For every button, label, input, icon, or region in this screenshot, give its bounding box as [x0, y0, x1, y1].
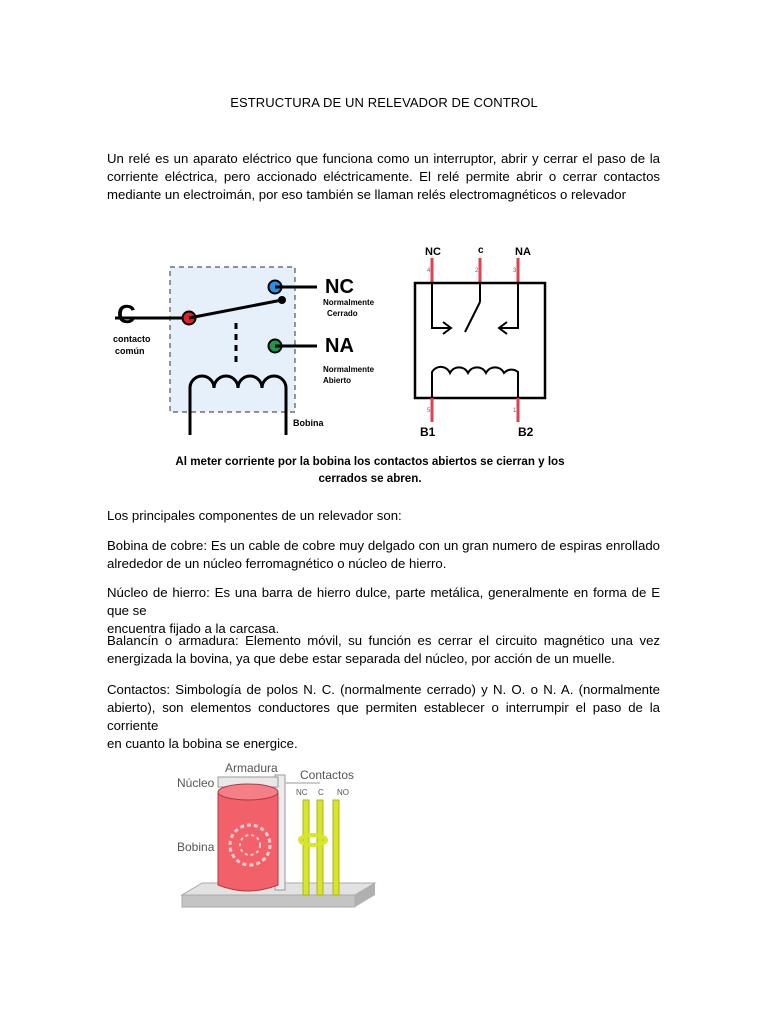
- nc-pin-label: NC: [425, 246, 441, 258]
- contact-c: [317, 800, 323, 895]
- component-line: Bobina de cobre: Es un cable de cobre muy delgado con un gran numero de espiras enrollado: [107, 538, 660, 553]
- base-front: [182, 895, 355, 907]
- contact-no: [333, 800, 339, 895]
- b1-label: B1: [420, 425, 436, 439]
- intro-line: mediante un electroimán, por eso también se llaman relés electromagnéticos o relevador: [107, 187, 626, 202]
- c-label: C: [117, 299, 136, 329]
- no-contact-label: NO: [337, 788, 349, 797]
- component-bobina: [107, 537, 660, 573]
- b2-label: B2: [518, 425, 534, 439]
- caption-line: Al meter corriente por la bobina los contactos abiertos se cierran y los: [175, 455, 565, 468]
- component-line: Núcleo de hierro: Es una barra de hierro dulce, parte metálica, generalmente en forma de E que se: [107, 585, 660, 618]
- coil-top: [218, 784, 278, 800]
- na-label: NA: [325, 335, 354, 357]
- component-line: encuentra fijado a la carcasa.: [107, 621, 280, 636]
- nc-desc-1: Normalmente: [323, 298, 375, 307]
- relay-schematic-diagram: [105, 255, 395, 440]
- bobina-3d-label: Bobina: [177, 840, 215, 854]
- pin-4-number: 4: [427, 268, 431, 274]
- contacto-comun-label-1: contacto: [113, 334, 151, 344]
- component-line: energizada la bovina, ya que debe estar separada del núcleo, por acción de un muelle.: [107, 651, 616, 666]
- contactos-label: Contactos: [300, 768, 355, 782]
- relay-3d-illustration: [170, 755, 390, 915]
- caption-line: cerrados se abren.: [318, 472, 422, 485]
- na-desc-2: Abierto: [323, 376, 351, 385]
- page-title: ESTRUCTURA DE UN RELEVADOR DE CONTROL: [230, 95, 538, 110]
- nc-contact-label: NC: [296, 788, 308, 797]
- component-nucleo: [107, 584, 660, 638]
- component-line: alrededor de un núcleo ferromagnético o núcleo de hierro.: [107, 556, 447, 571]
- pin-3-number: 3: [513, 268, 517, 274]
- component-line: Balancín o armadura: Elemento móvil, su función es cerrar el circuito magnético una vez: [107, 633, 660, 648]
- switch-pivot: [278, 296, 286, 304]
- pin-5-number: 5: [427, 408, 431, 414]
- pin-1-number: 1: [513, 408, 517, 414]
- contact-nc: [303, 800, 309, 895]
- component-contactos: [107, 681, 660, 753]
- intro-line: corriente eléctrica, pero accionado eléctricamente. El relé permite abrir o cerrar contactos: [107, 169, 660, 184]
- armadura-label: Armadura: [225, 761, 278, 775]
- nc-label: NC: [325, 276, 354, 298]
- na-pin-label: NA: [515, 246, 531, 258]
- nucleo-label: Núcleo: [177, 776, 215, 790]
- components-intro: Los principales componentes de un relevador son:: [107, 508, 402, 523]
- component-armadura: [107, 632, 660, 668]
- component-line: en cuanto la bobina se energice.: [107, 736, 298, 751]
- intro-paragraph: [107, 150, 660, 204]
- relay-symbol-diagram: [405, 240, 565, 440]
- nc-desc-2: Cerrado: [327, 309, 358, 318]
- pin-2-number: 2: [475, 268, 479, 274]
- component-line: abierto), son elementos conductores que permiten establecer o interrumpir el paso de la corriente: [107, 700, 660, 733]
- coil-body: [218, 787, 278, 891]
- contacto-comun-label-2: común: [115, 346, 145, 356]
- bobina-label: Bobina: [293, 418, 324, 428]
- component-line: Contactos: Simbología de polos N. C. (normalmente cerrado) y N. O. o N. A. (normalmente: [107, 682, 660, 697]
- intro-line: Un relé es un aparato eléctrico que funciona como un interruptor, abrir y cerrar el paso de la: [107, 151, 660, 166]
- c-contact-label: C: [318, 788, 324, 797]
- c-pin-label: c: [478, 245, 484, 256]
- diagram-caption: [170, 453, 570, 487]
- na-desc-1: Normalmente: [323, 365, 375, 374]
